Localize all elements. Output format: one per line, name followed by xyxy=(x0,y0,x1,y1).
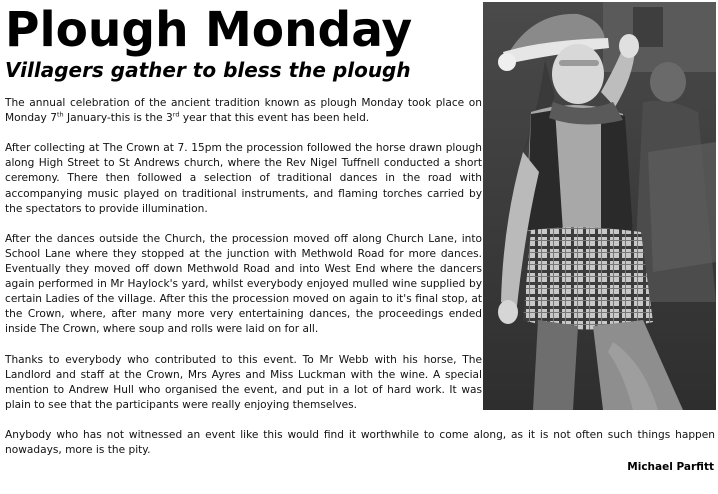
paragraph-intro xyxy=(5,96,482,126)
subheadline: Villagers gather to bless the plough xyxy=(5,58,411,82)
intro-text-part-3: year that this event has been held. xyxy=(179,112,370,125)
dancer-photo xyxy=(483,2,716,410)
dancer-photo-illustration xyxy=(483,2,716,410)
ordinal-suffix-rd: rd xyxy=(172,110,180,119)
paragraph-thanks: Thanks to everybody who contributed to this event. To Mr Webb with his horse, The Landlord and staff at the Crown, Mrs Ayres and Miss Luckman with the wine. A special mention to Andrew Hull who organised the event, and put in a lot of hard work. It was plain to see that the participants were really enjoying themselves. xyxy=(5,353,482,411)
headline: Plough Monday xyxy=(5,2,413,58)
paragraph-closing: Anybody who has not witnessed an event like this would find it worthwhile to come along, as it is not often such things happen nowadays, more is the pity. xyxy=(5,429,715,457)
ordinal-suffix-th: th xyxy=(56,110,64,119)
byline: Michael Parfitt xyxy=(627,461,714,473)
article-body xyxy=(5,96,482,428)
paragraph-procession: After collecting at The Crown at 7. 15pm the procession followed the horse drawn plough along High Street to St Andrews church, where the Rev Nigel Tuffnell conducted a short ceremony. There then followed a selection of traditional dances in the road with accompanying music played on traditional instruments, and flaming torches carried by the spectators to provide illumination. xyxy=(5,142,482,215)
intro-text-part-2: January-this is the 3 xyxy=(63,112,173,125)
paragraph-route: After the dances outside the Church, the procession moved off along Church Lane, into School Lane where they stopped at the junction with Methwold Road for more dances. Eventually they moved off down Methwold Road and into West End where the dancers again performed in Mr Haylock's yard, whilst everybody enjoyed mulled wine supplied by certain Ladies of the village. After this the procession moved on again to it's final stop, at the Crown, where, after many more very entertaining dances, the proceedings ended inside The Crown, where soup and rolls were laid on for all. xyxy=(5,232,482,336)
intro-text-part-1: The annual celebration of the ancient tradition known as plough Monday took place on Monday 7 xyxy=(5,97,482,125)
